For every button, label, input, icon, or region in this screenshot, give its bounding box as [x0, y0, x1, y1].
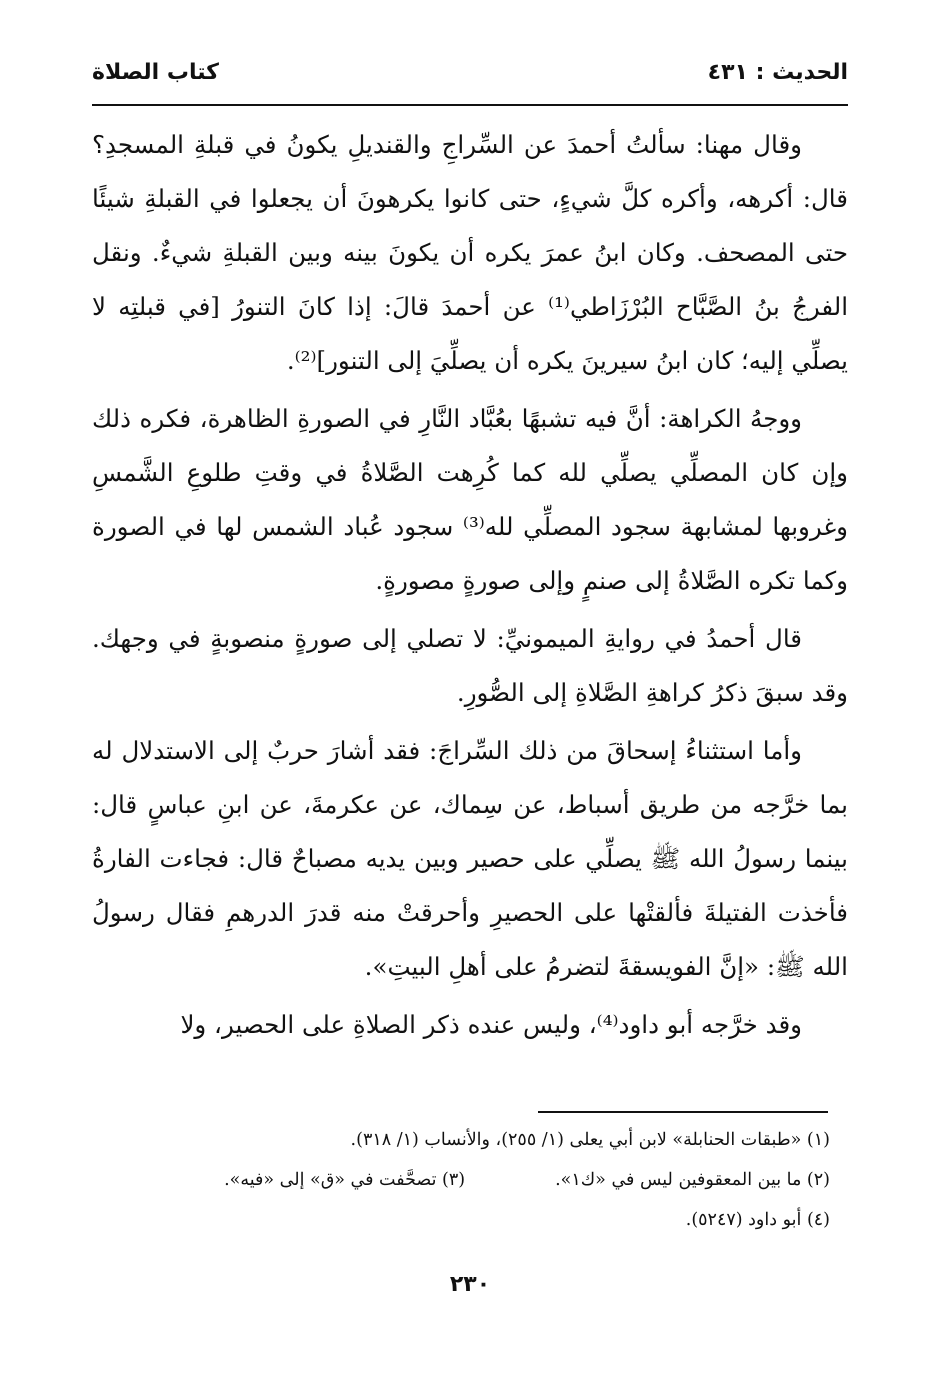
page-number: ٢٣٠ [449, 1272, 491, 1297]
running-header [92, 60, 848, 91]
footnotes [92, 1120, 830, 1240]
paragraph-3: قال أحمدُ في روايةِ الميمونيِّ: لا تصلي إلى صورةٍ منصوبةٍ في وجهك. وقد سبقَ ذكرُ كراهةِ الصَّلاةِ إلى الصُّورِ. [92, 624, 848, 707]
paragraph-2: ووجهُ الكراهة: أنَّ فيه تشبهًا بعُبَّاد النَّارِ في الصورةِ الظاهرة، فكره ذلك وإن كان المصلِّي يصلِّي لله كما كُرِهت الصَّلاةُ في وقتِ طلوعِ الشَّمسِ وغروبها لمشابهة سجود المصلِّي لله⁽³⁾ سجود عُباد الشمس لها في الصورة وكما تكره الصَّلاةُ إلى صنمٍ وإلى صورةٍ مصورةٍ. [92, 404, 849, 595]
paragraph-1: وقال مهنا: سألتُ أحمدَ عن السِّراجِ والقنديلِ يكونُ في قبلةِ المسجدِ؟ قال: أكرهه، وأكره كلَّ شيءٍ، حتى كانوا يكرهونَ أن يجعلوا في القبلةِ شيئًا حتى المصحف. وكان ابنُ عمرَ يكره أن يكونَ بينه وبين القبلةِ شيءٌ. ونقل الفرجُ بنُ الصَّبَّاح البُرْزَاطي⁽¹⁾ عن أحمدَ قالَ: إذا كانَ التنورُ [في قبلتِه لا يصلِّي إليه؛ كان ابنُ سيرينَ يكره أن يصلِّيَ إلى التنور]⁽²⁾. [92, 130, 849, 375]
hadith-number: الحديث : ٤٣١ [707, 60, 848, 85]
footnote-row [92, 1160, 830, 1200]
main-text [92, 118, 848, 1056]
paragraph-4: وأما استثناءُ إسحاقَ من ذلك السِّراجَ: فقد أشارَ حربٌ إلى الاستدلال له بما خرَّجه من طريق أسباط، عن سِماك، عن عكرمةَ، عن ابنِ عباسٍ قال: بينما رسولُ الله ﷺ يصلِّي على حصير وبين يديه مصباحٌ قال: فجاءت الفارةُ فأخذت الفتيلةَ فألقتْها على الحصيرِ وأحرقتْ منه قدرَ الدرهمِ فقال رسولُ الله ﷺ: «إنَّ الفويسقةَ لتضرمُ على أهلِ البيتِ». [92, 736, 848, 981]
book-title: كتاب الصلاة [92, 60, 219, 85]
footnote-separator [538, 1111, 828, 1113]
footnote-3: (٣) تصحَّفت في «ق» إلى «فيه». [224, 1170, 466, 1190]
header-divider [92, 104, 848, 106]
footnote-4: (٤) أبو داود (٥٢٤٧). [685, 1210, 830, 1230]
footnote-2: (٢) ما بين المعقوفين ليس في «ك١». [555, 1170, 830, 1190]
footnote-1: (١) «طبقات الحنابلة» لابن أبي يعلى (١/ ٢٥٥)، والأنساب (١/ ٣١٨). [350, 1130, 830, 1150]
paragraph-5: وقد خرَّجه أبو داود⁽⁴⁾، وليس عنده ذكر الصلاةِ على الحصير، ولا [180, 1010, 802, 1039]
